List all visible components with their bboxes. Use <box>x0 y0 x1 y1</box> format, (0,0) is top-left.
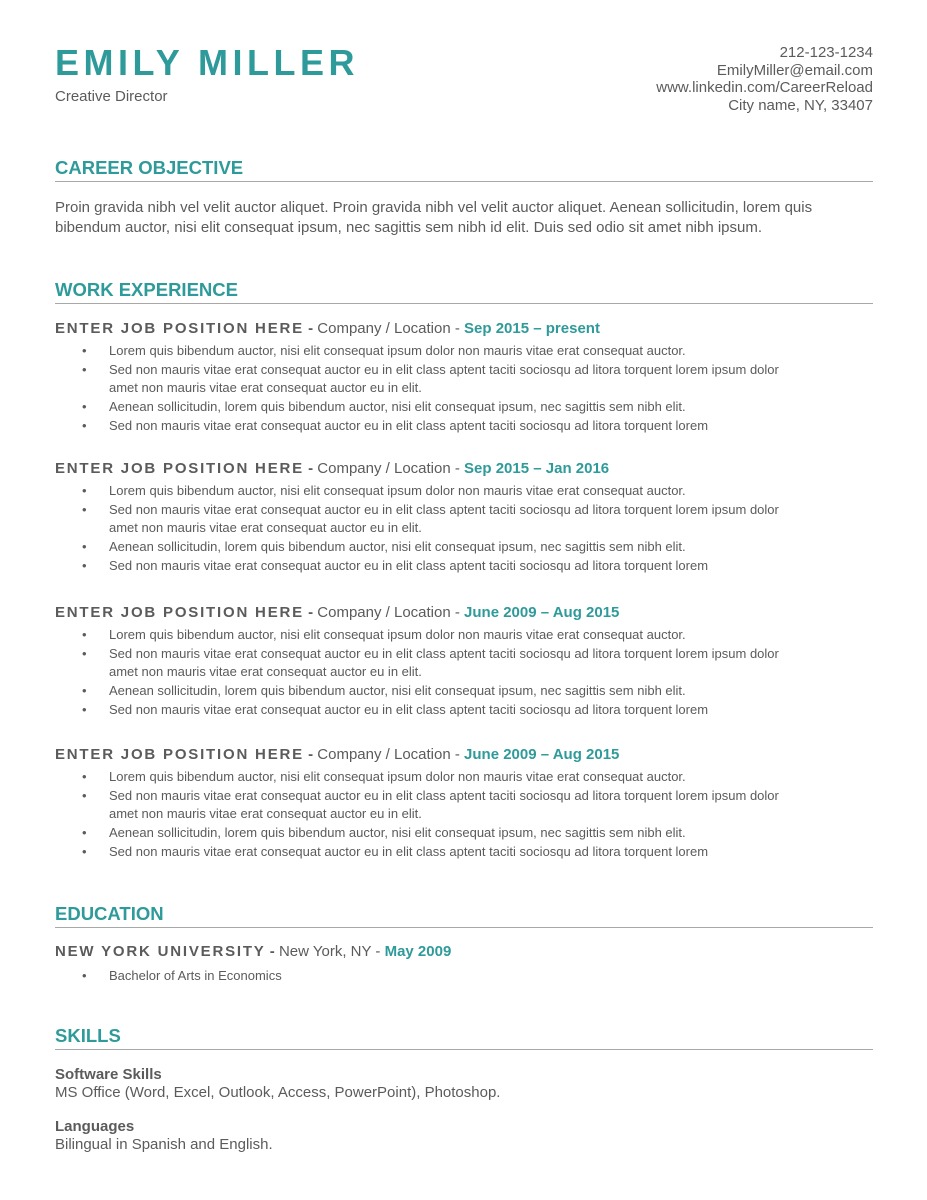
list-item <box>55 682 789 701</box>
bullet-icon: • <box>82 501 87 517</box>
job-dates: Sep 2015 – Jan 2016 <box>464 460 610 477</box>
job-separator: - <box>303 460 318 477</box>
section-heading-objective: CAREER OBJECTIVE <box>55 157 873 182</box>
job-bullets <box>55 626 873 720</box>
skill-languages <box>55 1118 873 1154</box>
objective-text: Proin gravida nibh vel velit auctor aliquet. Proin gravida nibh vel velit auctor aliquet. Aenean sollicitudin, lorem quis bibendum auctor, nisi elit consequat ipsum, nec sagittis sem nibh id elit. Duis sed odio sit amet nibh ipsum. <box>55 199 813 236</box>
education-entry <box>55 942 873 986</box>
bullet-icon: • <box>82 968 87 983</box>
section-heading-skills: SKILLS <box>55 1025 873 1050</box>
list-item <box>55 538 789 557</box>
job-separator: - <box>303 746 318 763</box>
bullet-text: Sed non mauris vitae erat consequat auctor eu in elit class aptent taciti sociosqu ad litora torquent lorem <box>109 557 709 573</box>
education-heading <box>55 942 873 961</box>
bullet-text: Sed non mauris vitae erat consequat auctor eu in elit class aptent taciti sociosqu ad litora torquent lorem <box>109 843 709 859</box>
school-separator: - <box>265 943 279 960</box>
bullet-text: Aenean sollicitudin, lorem quis bibendum auctor, nisi elit consequat ipsum, nec sagittis sem nibh elit. <box>109 399 686 415</box>
bullet-icon: • <box>82 539 87 555</box>
job-position: ENTER JOB POSITION HERE <box>55 604 304 621</box>
job-separator: - <box>303 604 318 621</box>
contact-email: EmilyMiller@email.com <box>716 61 873 79</box>
candidate-name: EMILY MILLER <box>55 42 360 83</box>
section-heading-work: WORK EXPERIENCE <box>55 279 873 304</box>
bullet-icon: • <box>82 483 87 498</box>
list-item <box>55 701 789 720</box>
job-dates: June 2009 – Aug 2015 <box>464 746 620 763</box>
bullet-icon: • <box>82 683 87 699</box>
contact-block <box>656 44 873 114</box>
job-bullets <box>55 482 873 576</box>
bullet-text: Sed non mauris vitae erat consequat auctor eu in elit class aptent taciti sociosqu ad litora torquent lorem ipsum dolor amet non mauris vitae erat consequat auctor eu in elit. <box>109 501 779 536</box>
skill-label: Languages <box>55 1118 135 1135</box>
bullet-text: Aenean sollicitudin, lorem quis bibendum auctor, nisi elit consequat ipsum, nec sagittis sem nibh elit. <box>109 683 686 699</box>
bullet-icon: • <box>82 627 87 642</box>
list-item <box>55 626 789 645</box>
bullet-icon: • <box>82 361 87 377</box>
job-company: Company / Location - <box>317 746 465 763</box>
job-heading <box>55 319 873 338</box>
list-item <box>55 482 789 501</box>
list-item <box>55 501 789 538</box>
list-item <box>55 417 789 436</box>
skill-value: Bilingual in Spanish and English. <box>55 1136 273 1153</box>
job-company: Company / Location - <box>317 460 465 477</box>
bullet-icon: • <box>82 343 87 358</box>
bullet-text: Sed non mauris vitae erat consequat auctor eu in elit class aptent taciti sociosqu ad litora torquent lorem ipsum dolor amet non mauris vitae erat consequat auctor eu in elit. <box>109 645 779 680</box>
job-entry <box>55 603 873 720</box>
bullet-icon: • <box>82 557 87 573</box>
school-name: NEW YORK UNIVERSITY <box>55 943 266 960</box>
job-separator: - <box>303 320 318 337</box>
school-date: May 2009 <box>384 943 452 960</box>
list-item <box>55 824 789 843</box>
list-item <box>55 361 789 398</box>
bullet-icon: • <box>82 843 87 859</box>
job-bullets <box>55 768 873 862</box>
list-item <box>55 645 789 682</box>
education-bullets <box>55 967 873 986</box>
job-dates: Sep 2015 – present <box>464 320 600 337</box>
contact-phone: 212-123-1234 <box>779 44 873 61</box>
bullet-icon: • <box>82 645 87 661</box>
job-heading <box>55 603 873 622</box>
contact-location: City name, NY, 33407 <box>728 96 873 114</box>
job-position: ENTER JOB POSITION HERE <box>55 460 304 477</box>
list-item <box>55 398 789 417</box>
bullet-icon: • <box>82 399 87 415</box>
job-company: Company / Location - <box>317 604 465 621</box>
job-heading <box>55 459 873 478</box>
section-heading-education: EDUCATION <box>55 903 873 928</box>
list-item <box>55 843 789 862</box>
bullet-icon: • <box>82 787 87 803</box>
job-dates: June 2009 – Aug 2015 <box>464 604 620 621</box>
contact-linkedin: www.linkedin.com/CareerReload <box>656 79 873 96</box>
resume-page <box>55 0 873 1200</box>
bullet-icon: • <box>82 417 87 433</box>
job-position: ENTER JOB POSITION HERE <box>55 746 304 763</box>
list-item <box>55 967 789 986</box>
bullet-text: Bachelor of Arts in Economics <box>109 968 282 983</box>
list-item <box>55 557 789 576</box>
school-location: New York, NY - <box>278 943 385 960</box>
candidate-title: Creative Director <box>55 88 168 105</box>
bullet-text: Sed non mauris vitae erat consequat auctor eu in elit class aptent taciti sociosqu ad litora torquent lorem <box>109 701 709 717</box>
job-company: Company / Location - <box>317 320 465 337</box>
bullet-icon: • <box>82 769 87 784</box>
bullet-text: Sed non mauris vitae erat consequat auctor eu in elit class aptent taciti sociosqu ad litora torquent lorem ipsum dolor amet non mauris vitae erat consequat auctor eu in elit. <box>109 361 779 396</box>
bullet-icon: • <box>82 825 87 841</box>
skill-software <box>55 1066 873 1102</box>
bullet-text: Lorem quis bibendum auctor, nisi elit consequat ipsum dolor non mauris vitae erat consequat auctor. <box>109 483 686 498</box>
job-bullets <box>55 342 873 436</box>
bullet-text: Lorem quis bibendum auctor, nisi elit consequat ipsum dolor non mauris vitae erat consequat auctor. <box>109 627 686 642</box>
job-heading <box>55 745 873 764</box>
skill-value: MS Office (Word, Excel, Outlook, Access, PowerPoint), Photoshop. <box>55 1084 501 1101</box>
list-item <box>55 768 789 787</box>
job-entry <box>55 459 873 576</box>
bullet-text: Sed non mauris vitae erat consequat auctor eu in elit class aptent taciti sociosqu ad litora torquent lorem ipsum dolor amet non mauris vitae erat consequat auctor eu in elit. <box>109 787 779 822</box>
list-item <box>55 787 789 824</box>
list-item <box>55 342 789 361</box>
bullet-text: Lorem quis bibendum auctor, nisi elit consequat ipsum dolor non mauris vitae erat consequat auctor. <box>109 769 686 784</box>
job-entry <box>55 745 873 862</box>
bullet-icon: • <box>82 701 87 717</box>
skill-label: Software Skills <box>55 1066 162 1083</box>
job-entry <box>55 319 873 436</box>
bullet-text: Aenean sollicitudin, lorem quis bibendum auctor, nisi elit consequat ipsum, nec sagittis sem nibh elit. <box>109 825 686 841</box>
job-position: ENTER JOB POSITION HERE <box>55 320 304 337</box>
bullet-text: Sed non mauris vitae erat consequat auctor eu in elit class aptent taciti sociosqu ad litora torquent lorem <box>109 417 709 433</box>
bullet-text: Aenean sollicitudin, lorem quis bibendum auctor, nisi elit consequat ipsum, nec sagittis sem nibh elit. <box>109 539 686 555</box>
bullet-text: Lorem quis bibendum auctor, nisi elit consequat ipsum dolor non mauris vitae erat consequat auctor. <box>109 343 686 358</box>
